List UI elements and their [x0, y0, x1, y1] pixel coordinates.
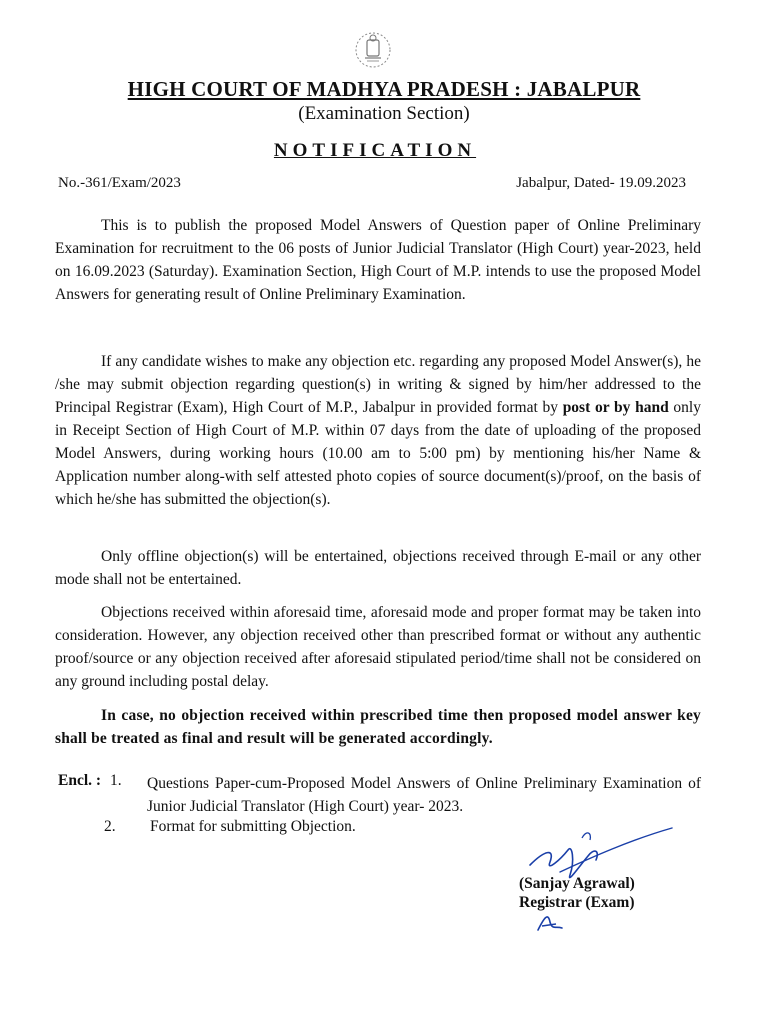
reference-number: No.-361/Exam/2023	[58, 175, 181, 191]
paragraph-objection-text-a: If any candidate wishes to make any objection etc. regarding any proposed Model Answer(s), he /she may submit objection regarding question(s) in writing & signed by him/her addressed to the Principal Registrar (Exam), High Court of M.P., Jabalpur in provided format by	[55, 353, 701, 416]
signatory-name: (Sanjay Agrawal)	[519, 875, 635, 892]
notification-heading: NOTIFICATION	[273, 140, 477, 161]
section-name: (Examination Section)	[298, 103, 470, 124]
paragraph-publish: This is to publish the proposed Model Answers of Question paper of Online Preliminary Examination for recruitment to the 06 posts of Junior Judicial Translator (High Court) year-2023, held on 16.09.2023 (Saturday). Examination Section, High Court of M.P. intends to use the proposed Model Answers for generating result of Online Preliminary Examination.	[55, 217, 701, 303]
paragraph-final-key: In case, no objection received within prescribed time then proposed model answer key shall be treated as final and result will be generated accordingly.	[55, 707, 701, 747]
enclosure-number-2: 2.	[104, 818, 116, 835]
paragraph-objection-text-b: only in Receipt Section of High Court of M.P. within 07 days from the date of uploading of the proposed Model Answers, during working hours (10.00 am to 5:00 pm) by mentioning his/her Name & Application number along-with self attested photo copies of source document(s)/proof, on the basis of which he/she has submitted the objection(s).	[55, 399, 701, 508]
enclosure-number-1: 1.	[110, 772, 122, 789]
paragraph-objection-procedure	[55, 350, 701, 511]
paragraph-objection-emphasis: post or by hand	[562, 399, 669, 416]
paragraph-consideration: Objections received within aforesaid time, aforesaid mode and proper format may be taken into consideration. However, any objection received other than prescribed format or without any authentic proof/source or any objection received after aforesaid stipulated period/time shall not be considered on any ground including postal delay.	[55, 604, 701, 690]
paragraph-offline-only: Only offline objection(s) will be entertained, objections received through E-mail or any other mode shall not be entertained.	[55, 548, 701, 588]
state-emblem-icon	[347, 28, 399, 76]
initials-mark	[534, 908, 566, 936]
signatory-title: Registrar (Exam)	[519, 894, 635, 911]
enclosure-item-1: Questions Paper-cum-Proposed Model Answers of Online Preliminary Examination of Junior Judicial Translator (High Court) year- 2023.	[147, 775, 701, 815]
reference-date: Jabalpur, Dated- 19.09.2023	[516, 175, 686, 191]
court-name: HIGH COURT OF MADHYA PRADESH : JABALPUR	[127, 77, 641, 101]
enclosure-label: Encl. :	[58, 772, 102, 789]
enclosure-item-2: Format for submitting Objection.	[150, 818, 356, 835]
